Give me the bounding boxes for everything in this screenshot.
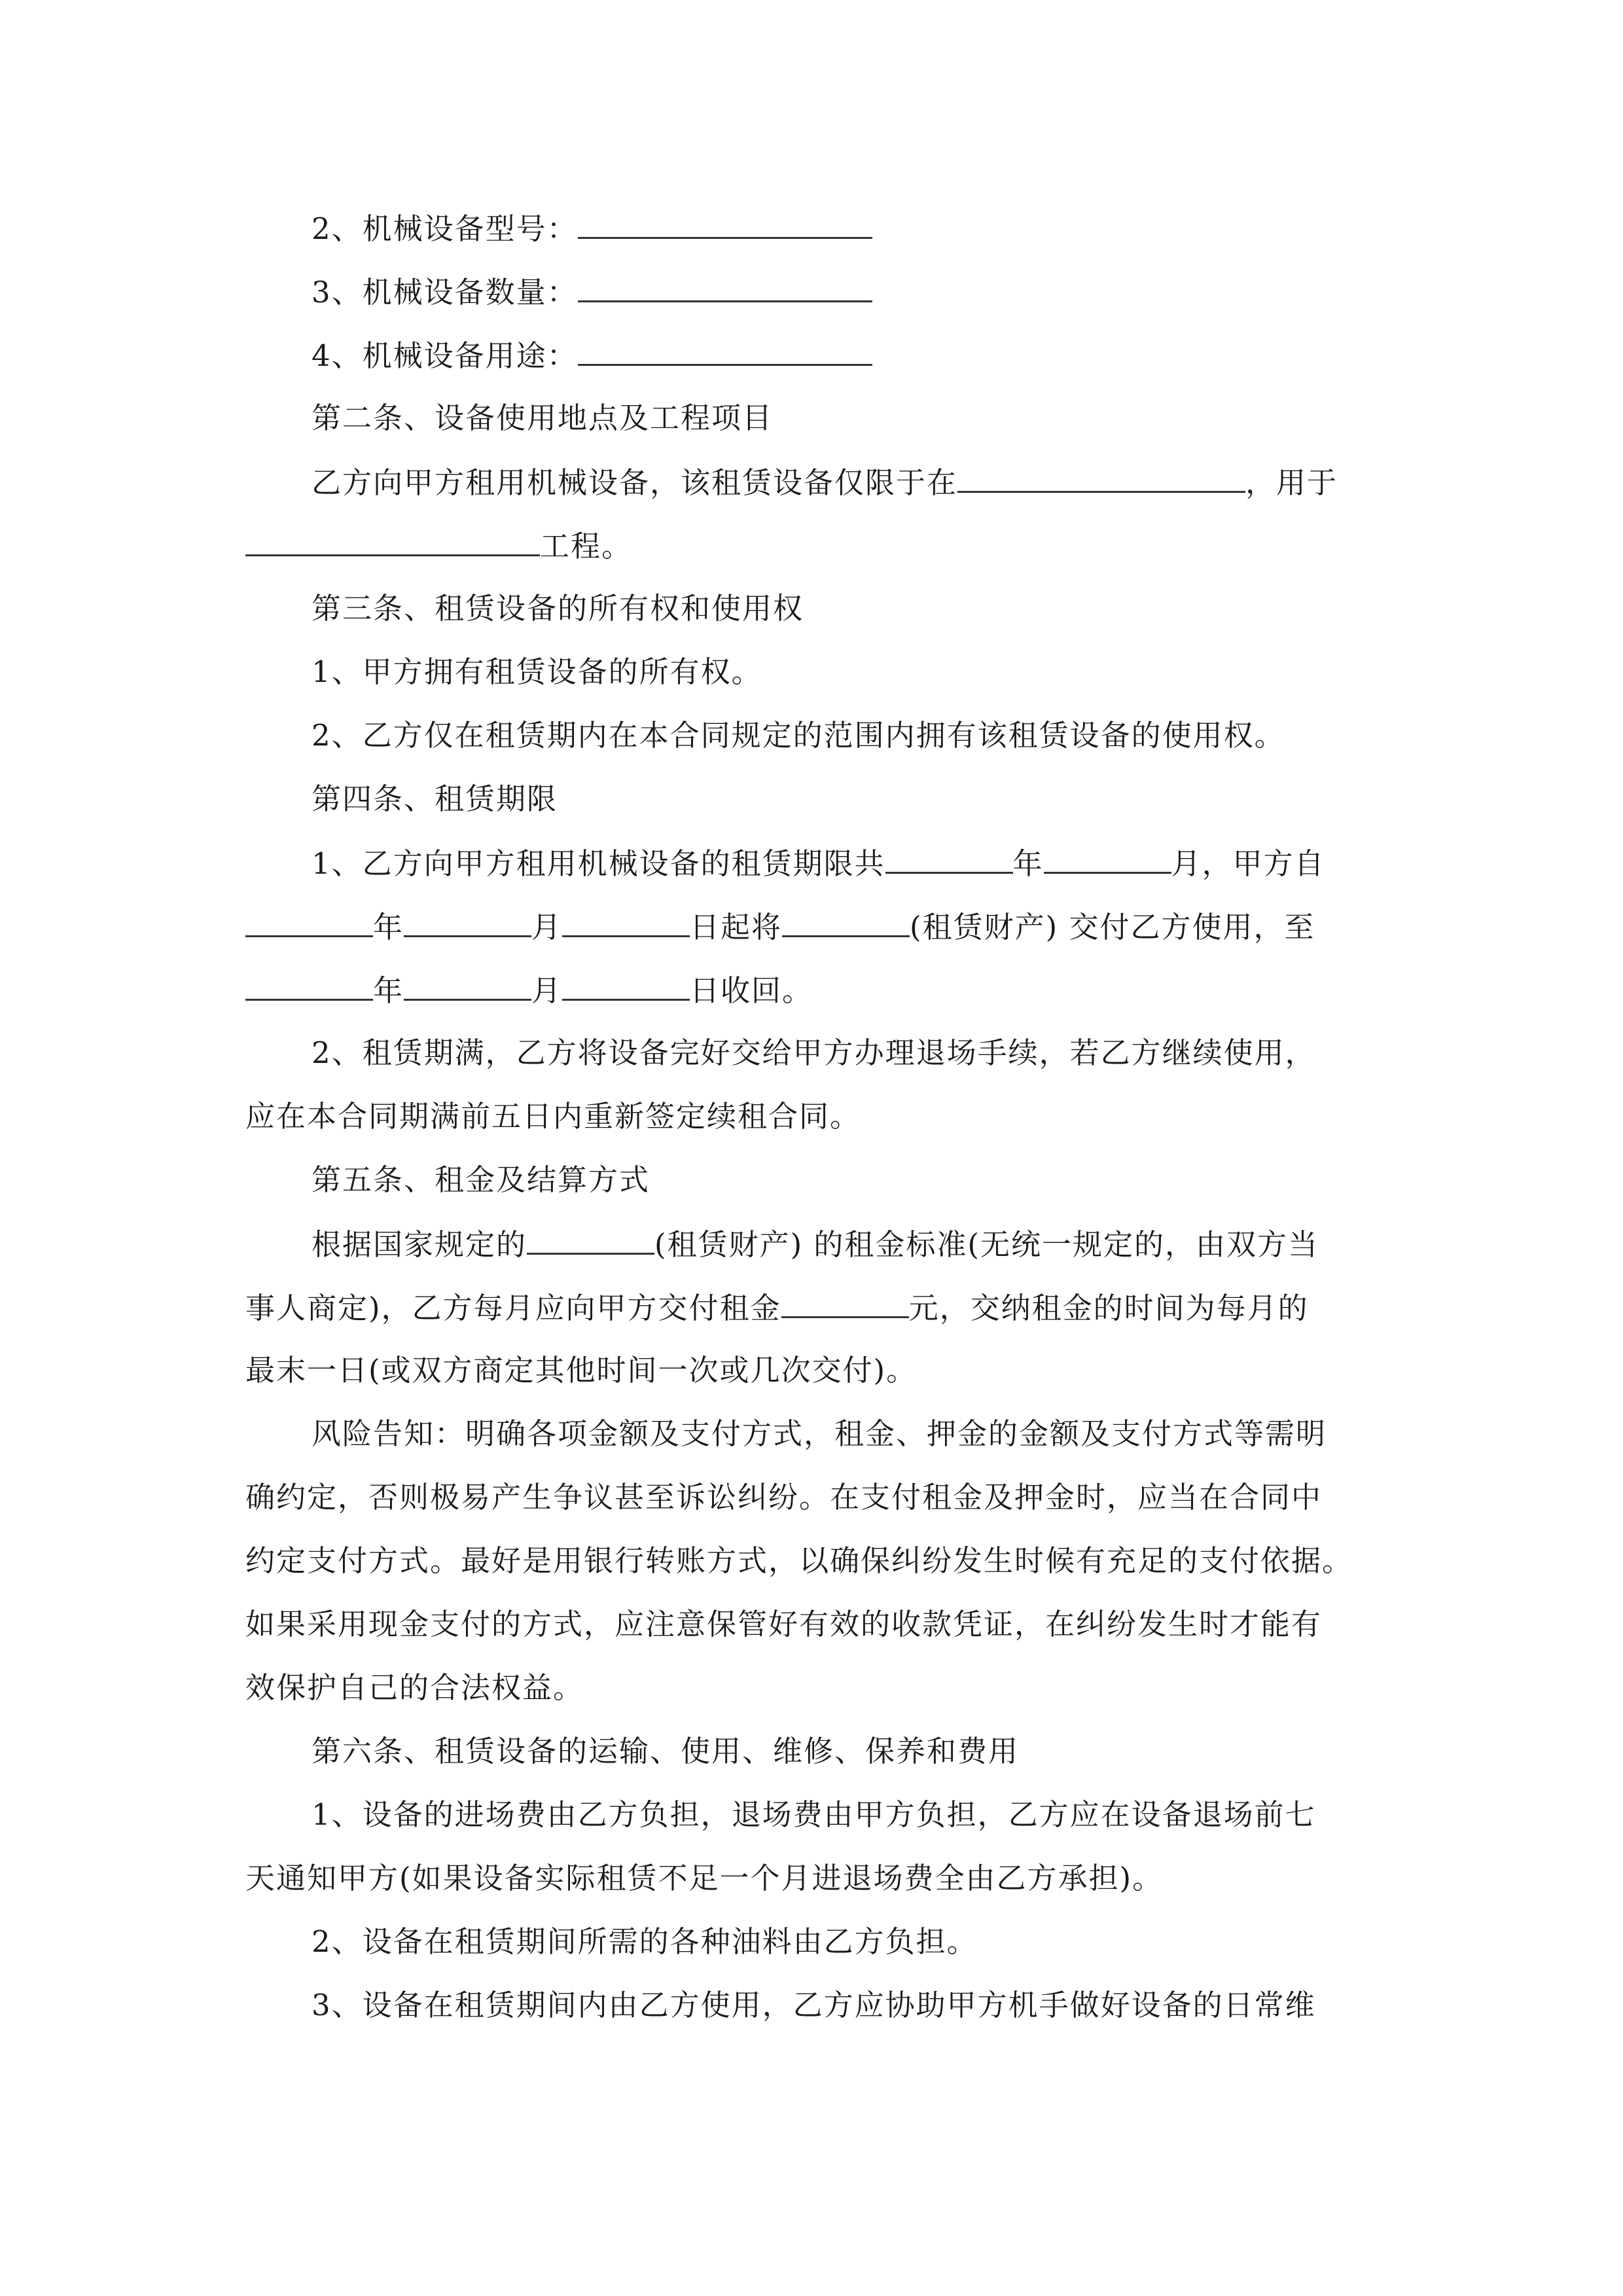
- article4-p1-text-a: 1、乙方向甲方租用机械设备的租赁期限共: [312, 846, 885, 881]
- start-day-blank[interactable]: [562, 906, 690, 937]
- item-model-label: 2、机械设备型号：: [312, 211, 578, 246]
- article6-p1-line1: 1、设备的进场费由乙方负担，退场费由甲方负担，乙方应在设备退场前七: [312, 1797, 1316, 1832]
- start-year-blank[interactable]: [245, 906, 373, 937]
- article2-line1-text-b: ，用于: [1245, 465, 1338, 500]
- risk-line5: 效保护自己的合法权益。: [245, 1670, 584, 1705]
- year-label: 年: [373, 973, 404, 1008]
- article5-line1: [312, 1224, 1319, 1265]
- article6-p1-line2: 天通知甲方(如果设备实际租赁不足一个月进退场费全由乙方承担)。: [245, 1861, 1164, 1895]
- article3-heading: 第三条、租赁设备的所有权和使用权: [312, 591, 804, 626]
- article2-line2: [245, 526, 632, 566]
- month-label: 月: [531, 973, 563, 1008]
- start-month-blank[interactable]: [404, 906, 531, 937]
- item-quantity: [312, 272, 872, 312]
- article4-heading: 第四条、租赁期限: [312, 781, 558, 816]
- term-months-blank[interactable]: [1044, 843, 1171, 874]
- article3-p1: 1、甲方拥有租赁设备的所有权。: [312, 655, 762, 689]
- article4-p1-line2: [245, 906, 1315, 947]
- end-month-blank[interactable]: [404, 970, 531, 1001]
- article2-heading: 第二条、设备使用地点及工程项目: [312, 401, 774, 435]
- article5-line3: 最末一日(或双方商定其他时间一次或几次交付)。: [245, 1353, 918, 1388]
- article5-line1-text-a: 根据国家规定的: [312, 1227, 527, 1262]
- location-blank[interactable]: [957, 462, 1245, 493]
- article6-heading: 第六条、租赁设备的运输、使用、维修、保养和费用: [312, 1734, 1020, 1768]
- year-label: 年: [373, 910, 404, 944]
- article6-p2: 2、设备在租赁期间所需的各种油料由乙方负担。: [312, 1924, 978, 1959]
- article5-line2-text-a: 事人商定)，乙方每月应向甲方交付租金: [245, 1291, 781, 1325]
- risk-line4: 如果采用现金支付的方式，应注意保管好有效的收款凭证，在纠纷发生时才能有: [245, 1607, 1323, 1641]
- article5-line2: [245, 1287, 1309, 1328]
- item-quantity-blank[interactable]: [578, 272, 872, 302]
- end-year-blank[interactable]: [245, 970, 373, 1001]
- article5-line2-text-b: 元，交纳租金的时间为每月的: [908, 1291, 1309, 1325]
- month-label: 月: [531, 910, 563, 944]
- article4-p2-line1: 2、租赁期满，乙方将设备完好交给甲方办理退场手续，若乙方继续使用，: [312, 1035, 1316, 1070]
- risk-line2: 确约定，否则极易产生争议甚至诉讼纠纷。在支付租金及押金时，应当在合同中: [245, 1480, 1323, 1515]
- project-blank[interactable]: [245, 526, 540, 556]
- article2-line1-text-a: 乙方向甲方租用机械设备，该租赁设备仅限于在: [312, 465, 958, 500]
- article4-p2-line2: 应在本合同期满前五日内重新签定续租合同。: [245, 1099, 861, 1134]
- article3-p2: 2、乙方仅在租赁期内在本合同规定的范围内拥有该租赁设备的使用权。: [312, 718, 1285, 753]
- day-return-label: 日收回。: [690, 973, 813, 1008]
- item-purpose-blank[interactable]: [578, 335, 872, 366]
- item-purpose: [312, 335, 872, 376]
- month-label: 月: [1171, 846, 1202, 881]
- risk-line3: 约定支付方式。最好是用银行转账方式，以确保纠纷发生时候有充足的支付依据。: [245, 1543, 1353, 1578]
- end-day-blank[interactable]: [562, 970, 690, 1001]
- item-quantity-label: 3、机械设备数量：: [312, 275, 578, 310]
- article5-line1-text-b: (租赁财产) 的租金标准(无统一规定的，由双方当: [654, 1227, 1319, 1262]
- article4-p1-line1: [312, 843, 1325, 884]
- item-model-blank[interactable]: [578, 208, 872, 239]
- item-purpose-label: 4、机械设备用途：: [312, 338, 578, 373]
- article4-p1-text-c: ，甲方自: [1202, 846, 1325, 881]
- item-model: [312, 208, 872, 249]
- day-from-label: 日起将: [690, 910, 783, 944]
- risk-line1: 风险告知：明确各项金额及支付方式，租金、押金的金额及支付方式等需明: [312, 1416, 1327, 1451]
- lease-property-deliver-text: (租赁财产) 交付乙方使用，至: [910, 910, 1315, 944]
- lease-property-blank[interactable]: [782, 906, 910, 937]
- article6-p3-line1: 3、设备在租赁期间内由乙方使用，乙方应协助甲方机手做好设备的日常维: [312, 1988, 1316, 2022]
- monthly-rent-blank[interactable]: [781, 1287, 909, 1318]
- article2-line2-text: 工程。: [540, 529, 633, 564]
- article2-line1: [312, 462, 1338, 503]
- article5-heading: 第五条、租金及结算方式: [312, 1162, 651, 1197]
- term-years-blank[interactable]: [885, 843, 1013, 874]
- rent-property-blank[interactable]: [527, 1224, 654, 1255]
- article4-p1-line3: [245, 970, 813, 1011]
- year-label: 年: [1012, 846, 1044, 881]
